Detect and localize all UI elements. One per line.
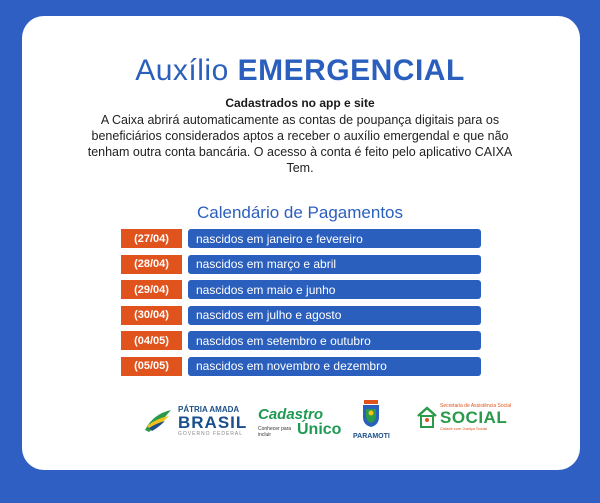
calendar-row <box>121 331 481 350</box>
calendar-row <box>121 229 481 248</box>
social-line1: Secretaria de Assistência Social <box>440 403 512 409</box>
calendar-row <box>121 306 481 325</box>
payment-date: (28/04) <box>121 255 182 274</box>
calendar-row <box>121 280 481 299</box>
payment-date: (29/04) <box>121 280 182 299</box>
birth-months: nascidos em setembro e outubro <box>188 331 481 350</box>
patria-amada-brasil-logo <box>143 405 247 437</box>
payment-date: (04/05) <box>121 331 182 350</box>
birth-months: nascidos em março e abril <box>188 255 481 274</box>
logo-strip <box>0 395 600 445</box>
intro-subtitle: Cadastrados no app e site <box>225 96 375 110</box>
calendar-title: Calendário de Pagamentos <box>196 203 404 222</box>
patria-line2: BRASIL <box>178 413 248 432</box>
payment-date: (27/04) <box>121 229 182 248</box>
cadastro-slogan: Conhecer para incluir <box>258 426 292 438</box>
payment-date: (30/04) <box>121 306 182 325</box>
birth-months: nascidos em julho e agosto <box>188 306 481 325</box>
title-light: Auxílio <box>135 54 229 87</box>
social-name: SOCIAL <box>440 408 508 427</box>
patria-line1: PÁTRIA AMADA <box>178 405 240 414</box>
cadastro-unico-logo <box>258 407 341 438</box>
social-tagline: Cidade com Justiça Social <box>440 426 487 431</box>
page-title <box>0 54 600 88</box>
intro-text: A Caixa abrirá automaticamente as contas de poupança digitais para os beneficiários considerados aptos a receber o auxílio emergendal e que não tenham outra conta bancária. O acesso à conta é feito pelo aplicativo CAIXA Tem. <box>87 113 513 175</box>
birth-months: nascidos em maio e junho <box>188 280 481 299</box>
cadastro-line1: Cadastro <box>258 406 324 423</box>
brazil-flag-icon <box>143 408 173 434</box>
cadastro-line2: Único <box>297 421 342 438</box>
patria-line3: GOVERNO FEDERAL <box>178 431 244 437</box>
house-icon <box>416 405 438 429</box>
calendar-row <box>121 357 481 376</box>
payment-calendar <box>121 229 481 382</box>
payment-date: (05/05) <box>121 357 182 376</box>
paramoti-name: PARAMOTI <box>353 433 390 440</box>
crest-icon <box>360 400 382 428</box>
paramoti-logo <box>353 400 390 440</box>
secretaria-social-logo <box>416 403 511 431</box>
calendar-row <box>121 255 481 274</box>
birth-months: nascidos em novembro e dezembro <box>188 357 481 376</box>
title-bold: EMERGENCIAL <box>237 54 465 87</box>
birth-months: nascidos em janeiro e fevereiro <box>188 229 481 248</box>
